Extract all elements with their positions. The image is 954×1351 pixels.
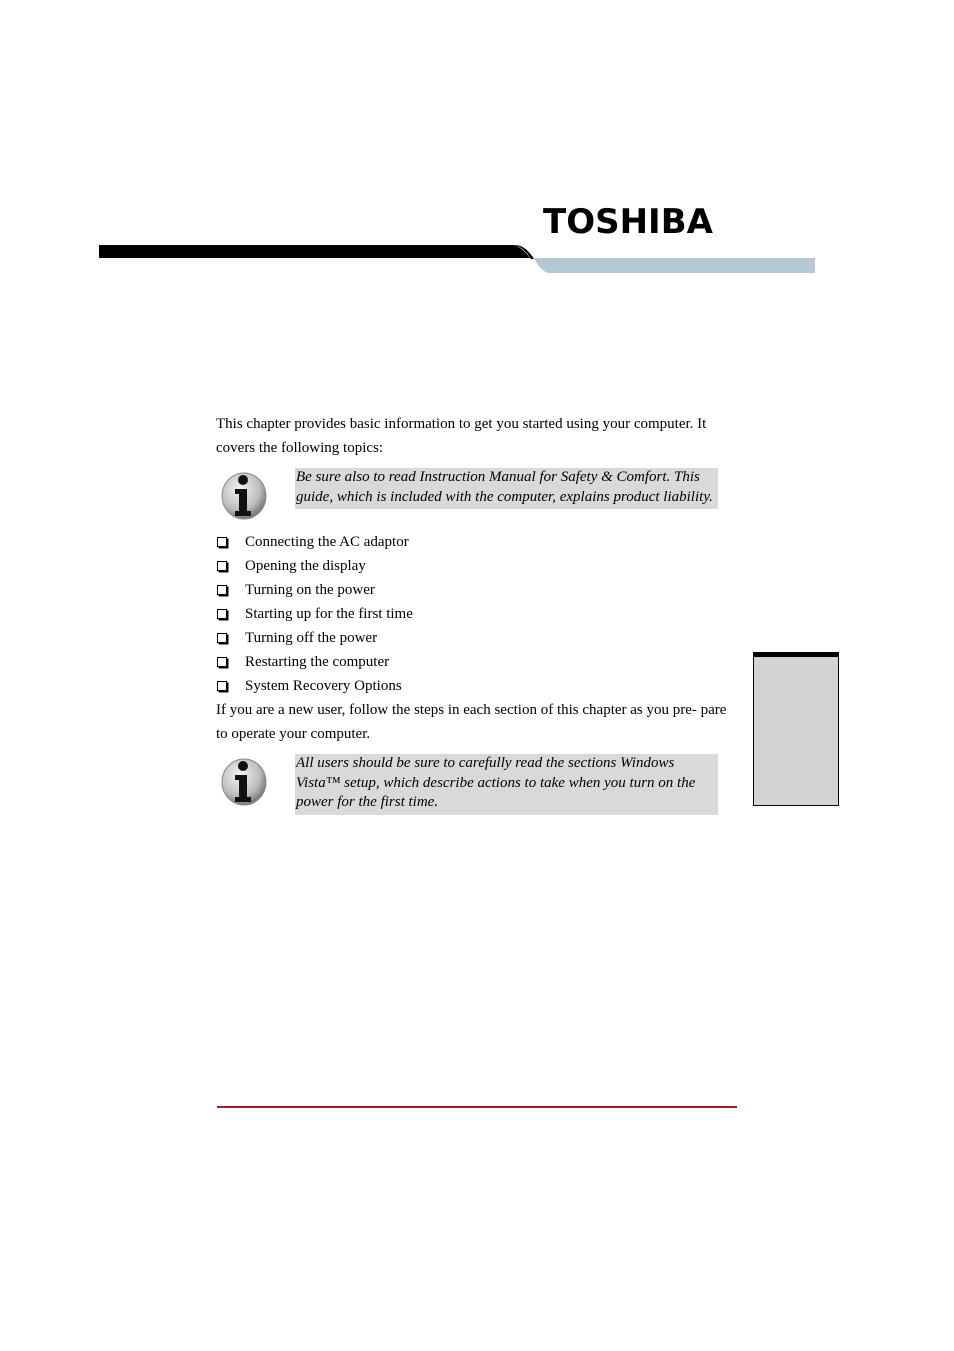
list-item — [216, 578, 413, 602]
list-item-label: System Recovery Options — [245, 678, 402, 694]
intro-paragraph: This chapter provides basic information to get you started using your computer. It covers the following topics: — [216, 416, 707, 456]
checkbox-bullet-icon — [217, 657, 227, 667]
footer-rule — [217, 1106, 737, 1108]
list-item — [216, 650, 413, 674]
info-icon — [218, 754, 268, 806]
info-icon — [218, 468, 268, 520]
list-item-label: Starting up for the first time — [245, 606, 413, 622]
chapter-side-tab — [753, 652, 839, 806]
list-item — [216, 602, 413, 626]
checkbox-bullet-icon — [217, 561, 227, 571]
list-item — [216, 554, 413, 578]
closing-paragraph: If you are a new user, follow the steps in each section of this chapter as you pre- pare to operate your computer. — [216, 702, 727, 742]
list-item — [216, 530, 413, 554]
note-text-box — [295, 468, 718, 509]
note-text: All users should be sure to carefully read the sections Windows Vista™ setup, which describe actions to take when you turn on the power for the first time. — [296, 755, 696, 810]
checkbox-bullet-icon — [217, 609, 227, 619]
checkbox-bullet-icon — [217, 681, 227, 691]
info-note-safety — [216, 468, 720, 524]
list-item-label: Connecting the AC adaptor — [245, 534, 409, 550]
checkbox-bullet-icon — [217, 537, 227, 547]
checkbox-bullet-icon — [217, 633, 227, 643]
checkbox-bullet-icon — [217, 585, 227, 595]
note-text: Be sure also to read Instruction Manual for Safety & Comfort. This guide, which is included with the computer, explains product liability. — [296, 469, 713, 505]
chapter-header-bar — [0, 236, 954, 280]
list-item-label: Restarting the computer — [245, 654, 390, 670]
list-item-label: Opening the display — [245, 558, 366, 574]
topics-list — [216, 530, 413, 698]
info-note-vista-setup — [216, 754, 720, 810]
list-item-label: Turning on the power — [245, 582, 375, 598]
list-item — [216, 626, 413, 650]
list-item — [216, 674, 413, 698]
list-item-label: Turning off the power — [245, 630, 378, 646]
toshiba-logo: TOSHIBA — [543, 202, 713, 242]
note-text-box — [295, 754, 718, 815]
